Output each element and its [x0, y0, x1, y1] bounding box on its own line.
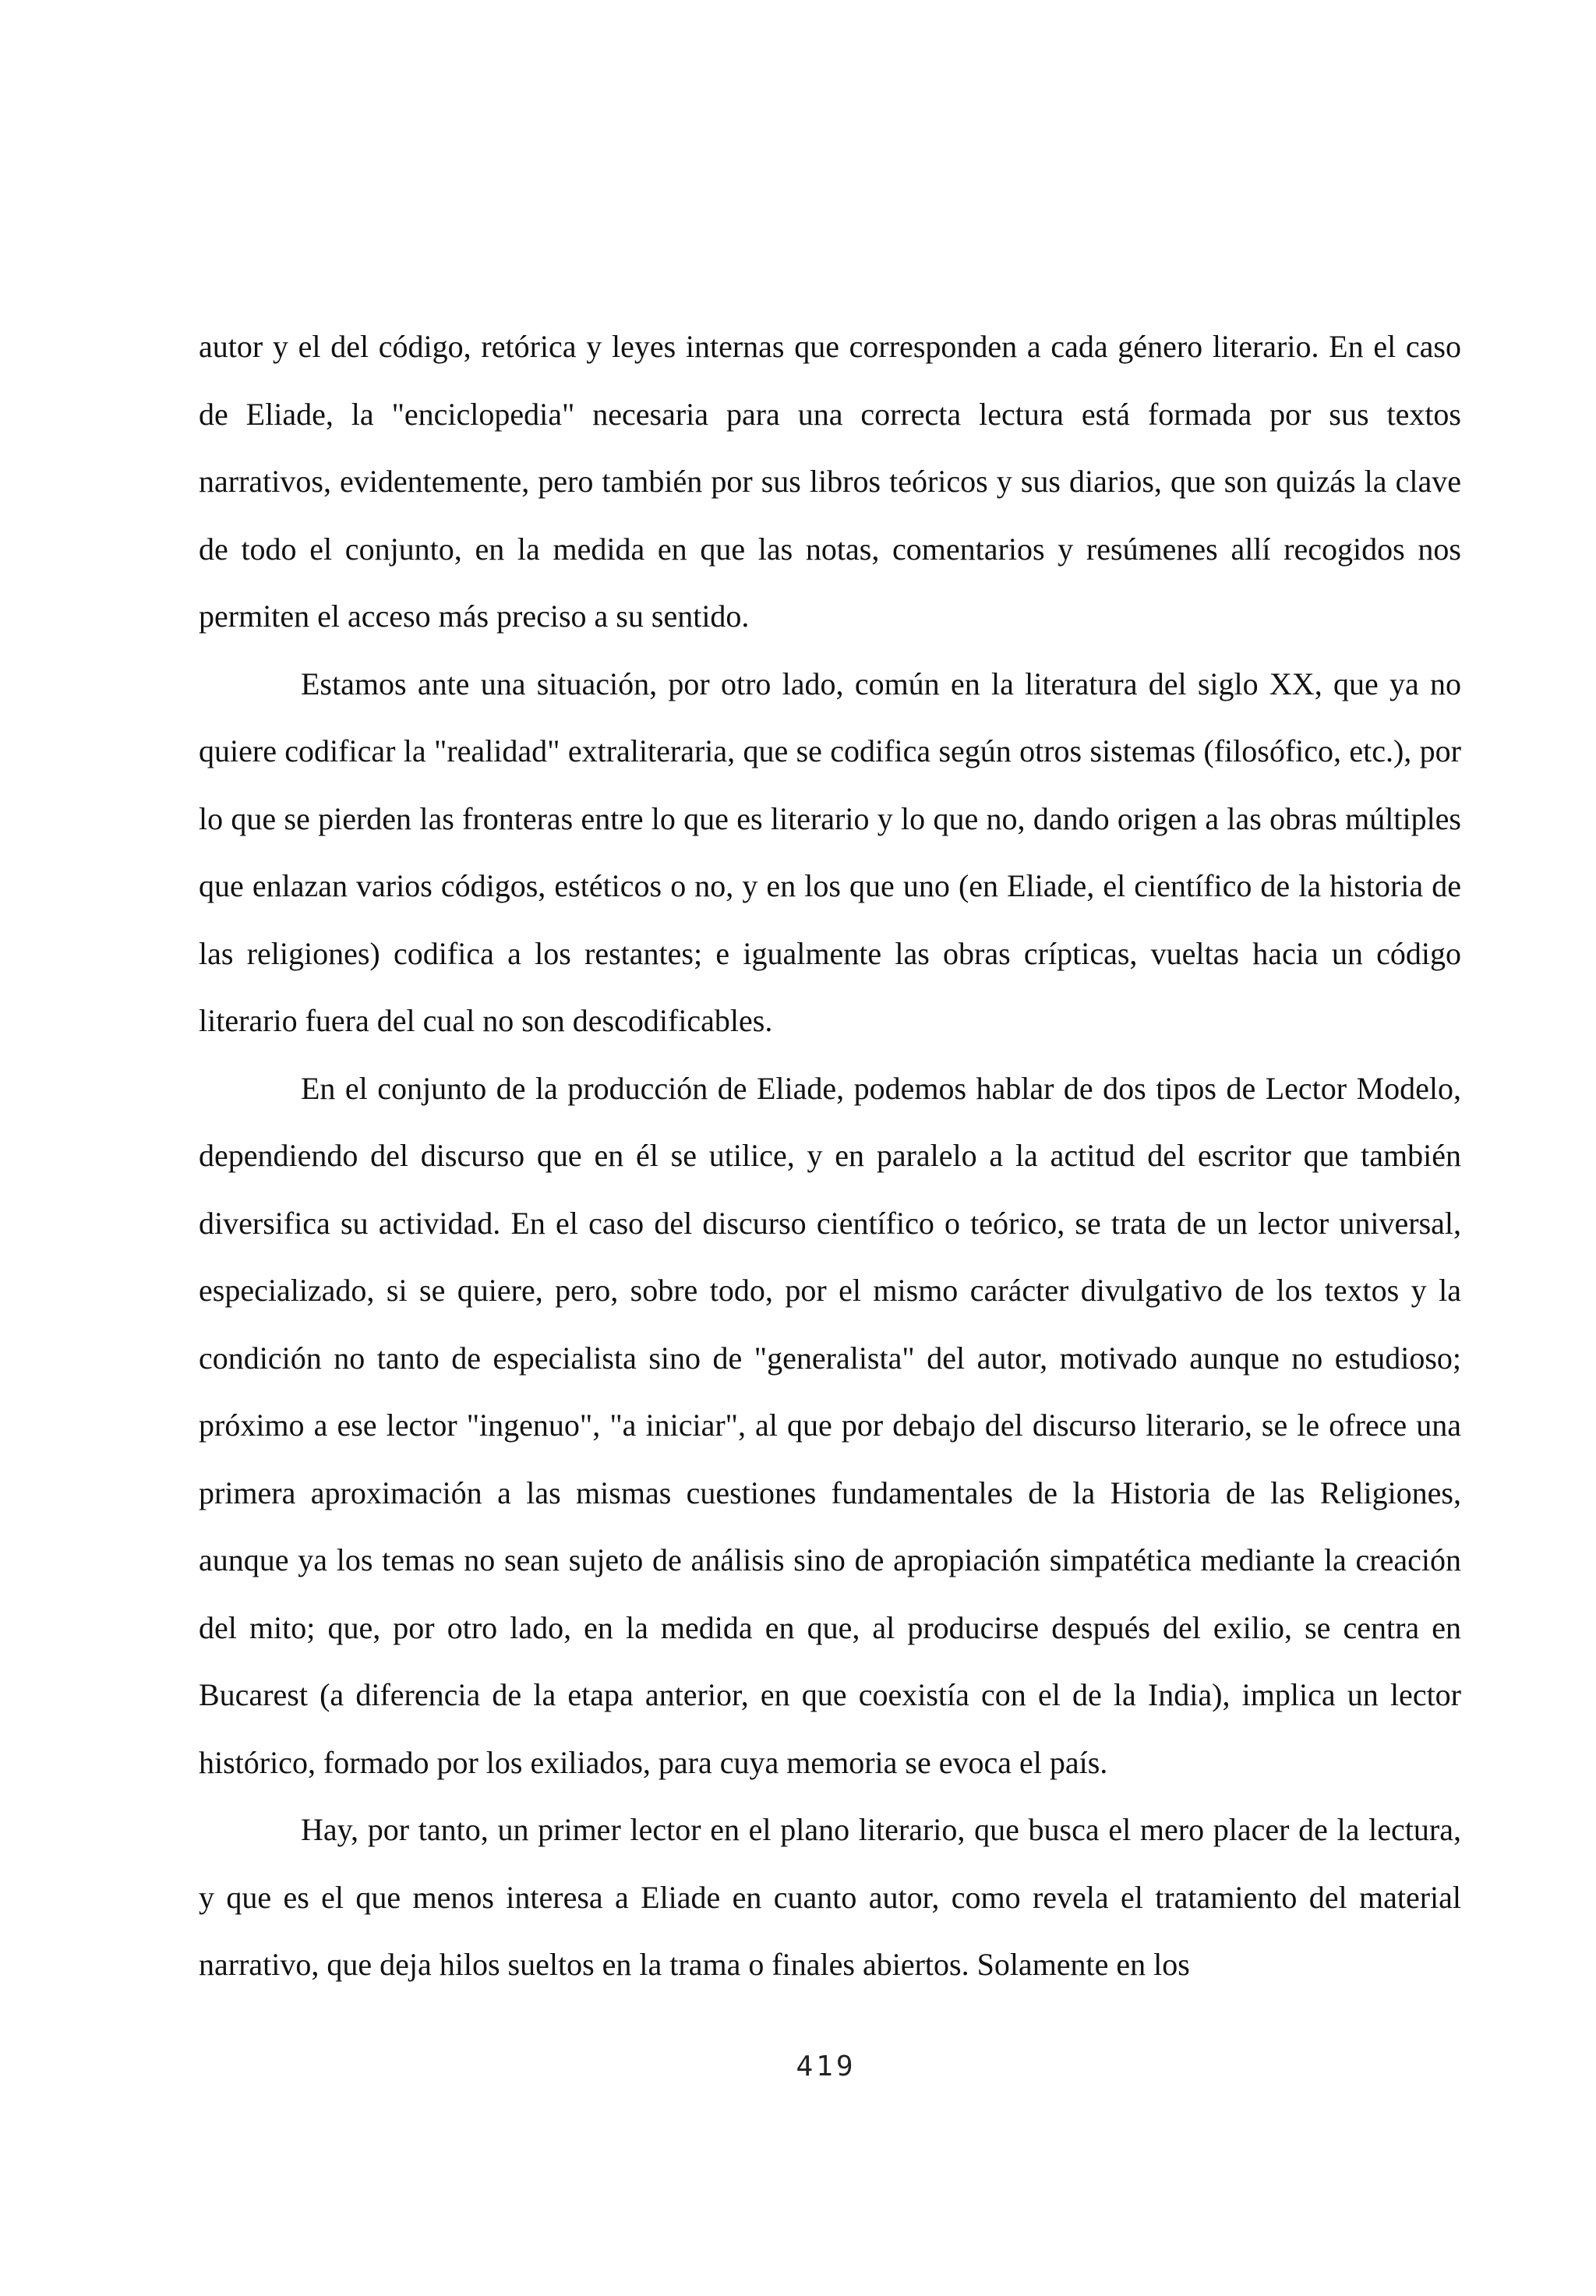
- paragraph-3: En el conjunto de la producción de Eliade, podemos hablar de dos tipos de Lector Modelo, dependiendo del discurso que en él se utilice, y en paralelo a la actitud del escritor que también diversifica su actividad. En el caso del discurso científico o teórico, se trata de un lector universal, especializado, si se quiere, pero, sobre todo, por el mismo carácter divulgativo de los textos y la condición no tanto de especialista sino de "generalista" del autor, motivado aunque no estudioso; próximo a ese lector "ingenuo", "a iniciar", al que por debajo del discurso literario, se le ofrece una primera aproximación a las mismas cuestiones fundamentales de la Historia de las Religiones, aunque ya los temas no sean sujeto de análisis sino de apropiación simpatética mediante la creación del mito; que, por otro lado, en la medida en que, al producirse después del exilio, se centra en Bucarest (a diferencia de la etapa anterior, en que coexistía con el de la India), implica un lector histórico, formado por los exiliados, para cuya memoria se evoca el país.: [199, 1070, 1461, 1780]
- page-number: 419: [796, 2051, 856, 2082]
- paragraph-4: Hay, por tanto, un primer lector en el plano literario, que busca el mero placer de la lectura, y que es el que menos interesa a Eliade en cuanto autor, como revela el tratamiento del material narrativo, que deja hilos sueltos en la trama o finales abiertos. Solamente en los: [199, 1812, 1461, 1982]
- page-body: [199, 313, 1461, 1999]
- paragraph-2: Estamos ante una situación, por otro lado, común en la literatura del siglo XX, que ya no quiere codificar la "realidad" extraliteraria, que se codifica según otros sistemas (filosófico, etc.), por lo que se pierden las fronteras entre lo que es literario y lo que no, dando origen a las obras múltiples que enlazan varios códigos, estéticos o no, y en los que uno (en Eliade, el científico de la historia de las religiones) codifica a los restantes; e igualmente las obras crípticas, vueltas hacia un código literario fuera del cual no son descodificables.: [199, 666, 1461, 1038]
- paragraph-1: autor y el del código, retórica y leyes internas que corresponden a cada género literario. En el caso de Eliade, la "enciclopedia" necesaria para una correcta lectura está formada por sus textos narrativos, evidentemente, pero también por sus libros teóricos y sus diarios, que son quizás la clave de todo el conjunto, en la medida en que las notas, comentarios y resúmenes allí recogidos nos permiten el acceso más preciso a su sentido.: [199, 329, 1461, 634]
